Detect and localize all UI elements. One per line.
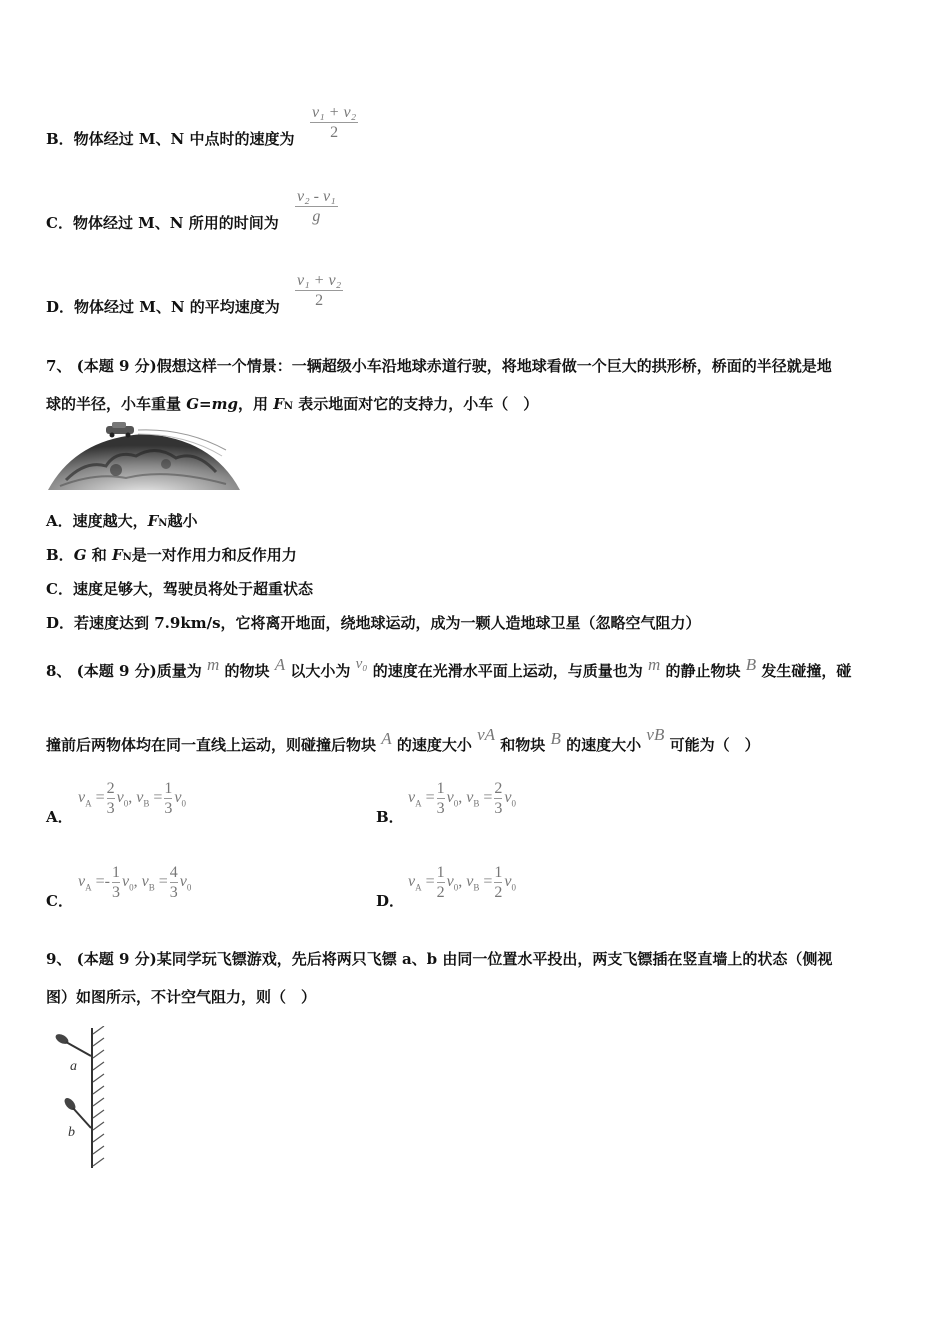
option-b-q6-label: B．物体经过 M、N 中点时的速度为 bbox=[46, 130, 295, 148]
option-d-q6-numerator: v₁ + v₂ bbox=[297, 272, 342, 289]
dart-b-label: b bbox=[68, 1125, 75, 1140]
q8-option-b-label: B． bbox=[376, 808, 404, 826]
car-icon bbox=[106, 422, 134, 438]
q7-option-d: D．若速度达到 7.9km/s，它将离开地面，绕地球运动，成为一颗人造地球卫星（忽略空气阻力） bbox=[46, 614, 701, 632]
option-c-q6-fraction bbox=[295, 188, 338, 227]
option-b-q6-numerator: v₁ + v₂ bbox=[312, 104, 357, 121]
q8-option-d-formula: $v_A$ = $\frac{1}{2}$ $v_0$, $v_B$ = $\frac{1}{2}$ $v_0$ bbox=[408, 864, 517, 901]
q8-option-d-label: D． bbox=[376, 892, 405, 910]
option-b-q6 bbox=[46, 128, 294, 149]
option-b-q6-denominator: 2 bbox=[330, 124, 339, 141]
option-d-q6-fraction bbox=[295, 272, 343, 311]
option-c-q6-denominator: g bbox=[312, 208, 321, 225]
option-b-q6-fraction bbox=[310, 104, 358, 143]
q9-line1: 9、 (本题 9 分)某同学玩飞镖游戏，先后将两只飞镖 a、b 由同一位置水平投出，两支飞镖插在竖直墙上的状态（侧视 bbox=[46, 950, 833, 968]
q7-line2: 球的半径，小车重量 G=mg，用 FN 表示地面对它的支持力，小车（ ） bbox=[46, 395, 539, 413]
q9-line2: 图）如图所示，不计空气阻力，则（ ） bbox=[46, 988, 317, 1006]
option-d-q6-label: D．物体经过 M、N 的平均速度为 bbox=[46, 298, 280, 316]
q7-line1: 7、 (本题 9 分)假想这样一个情景：一辆超级小车沿地球赤道行驶，将地球看做一个巨大的拱形桥，桥面的半径就是地 bbox=[46, 357, 832, 375]
option-d-q6-denominator: 2 bbox=[315, 292, 324, 309]
option-c-q6 bbox=[46, 212, 279, 233]
option-d-q6 bbox=[46, 296, 280, 317]
q8-option-c-label: C． bbox=[46, 892, 73, 910]
dart-a-label: a bbox=[70, 1059, 77, 1074]
q8-option-a-label: A． bbox=[46, 808, 73, 826]
q8-option-c-formula: $v_A$ =- $\frac{1}{3}$ $v_0$, $v_B$ = $\frac{4}{3}$ $v_0$ bbox=[78, 864, 192, 901]
earth-car-illustration bbox=[46, 420, 242, 492]
q7-option-a: A．速度越大，FN越小 bbox=[46, 512, 198, 530]
q7-option-b: B．G 和 FN是一对作用力和反作用力 bbox=[46, 546, 297, 564]
option-c-q6-numerator: v₂ - v₁ bbox=[297, 188, 336, 205]
q8-line1: 8、 (本题 9 分)质量为 m 的物块 A 以大小为 v₀ 的速度在光滑水平面上运动，与质量也为 m 的静止物块 B 发生碰撞，碰 bbox=[46, 655, 852, 680]
q7-fn-symbol: F bbox=[273, 395, 284, 413]
darts-wall-illustration bbox=[46, 1026, 116, 1172]
q8-option-a-formula: $v_A$ = $\frac{2}{3}$ $v_0$, $v_B$ = $\frac{1}{3}$ $v_0$ bbox=[78, 780, 187, 817]
dart-b-icon bbox=[62, 1096, 91, 1128]
q7-option-c: C．速度足够大，驾驶员将处于超重状态 bbox=[46, 580, 313, 598]
dart-a-icon bbox=[54, 1032, 91, 1056]
q8-line2: 撞前后两物体均在同一直线上运动，则碰撞后物块 A 的速度大小 vA 和物块 B 的速度大小 vB 可能为（ ） bbox=[46, 725, 760, 754]
q7-g-symbol: G=mg bbox=[186, 395, 238, 413]
q8-option-b-formula: $v_A$ = $\frac{1}{3}$ $v_0$, $v_B$ = $\frac{2}{3}$ $v_0$ bbox=[408, 780, 517, 817]
option-c-q6-label: C．物体经过 M、N 所用的时间为 bbox=[46, 214, 279, 232]
